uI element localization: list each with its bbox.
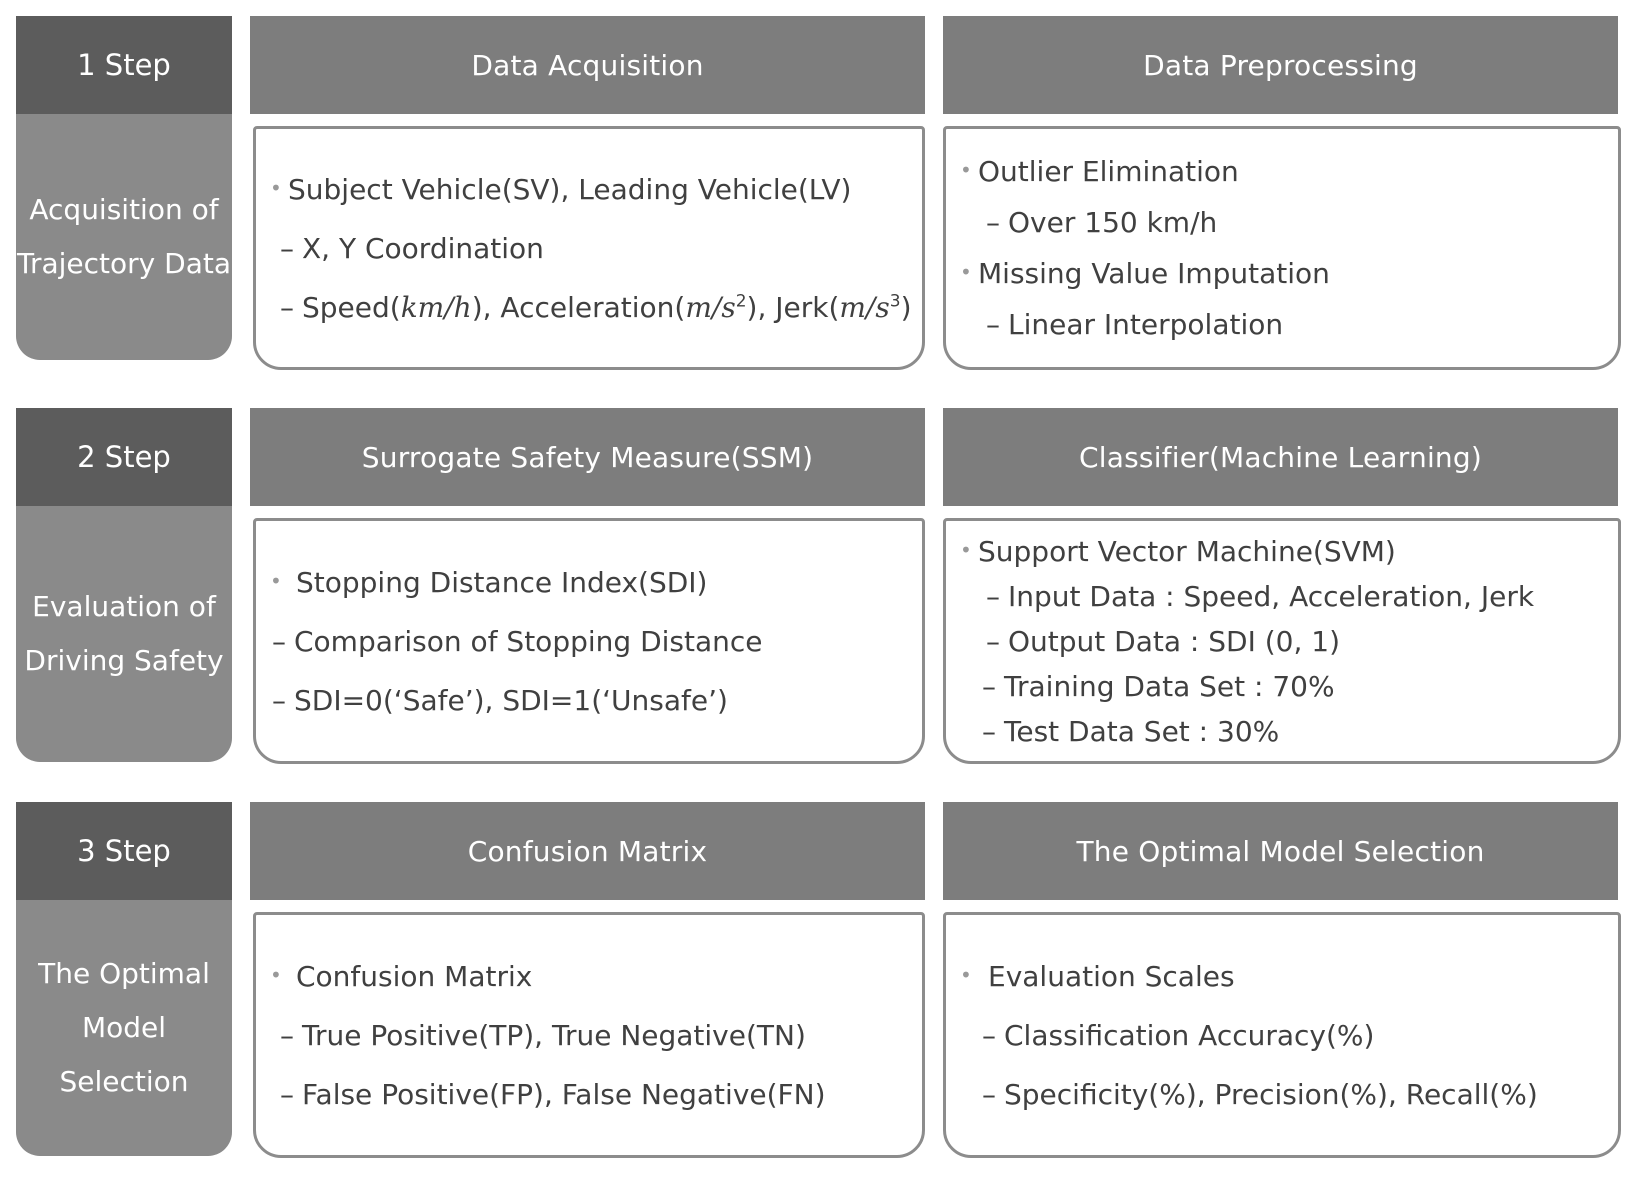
bullet-icon: • <box>960 537 972 562</box>
dash-icon: – <box>280 290 294 324</box>
dash-icon: – <box>986 308 1000 341</box>
dash-icon: – <box>982 714 996 748</box>
acceleration-unit: m/s <box>685 290 736 324</box>
step-2-description-line: Driving Safety <box>24 644 224 677</box>
bullet-text: Confusion Matrix <box>296 959 533 993</box>
sub-text: False Positive(FP), False Negative(FN) <box>302 1077 826 1111</box>
sub-item <box>960 206 1604 239</box>
dash-icon: – <box>986 624 1000 658</box>
sub-text: Comparison of Stopping Distance <box>294 624 763 658</box>
step-3-description <box>16 900 232 1156</box>
step-1-description <box>16 114 232 360</box>
sub-text: True Positive(TP), True Negative(TN) <box>302 1018 806 1052</box>
speed-unit: km/h <box>400 290 472 324</box>
bullet-item <box>270 173 908 206</box>
bullet-icon: • <box>270 568 282 593</box>
sub-item <box>960 1078 1604 1111</box>
confusion-matrix-box <box>253 912 925 1158</box>
step-1-description-line: Acquisition of <box>29 193 219 226</box>
bullet-item <box>960 155 1604 188</box>
sub-item <box>270 232 908 265</box>
acceleration-exponent: 2 <box>735 291 747 312</box>
sub-item <box>270 625 908 658</box>
sub-text: Over 150 km/h <box>1008 206 1218 239</box>
sub-item <box>960 625 1604 658</box>
dash-icon: – <box>280 1018 294 1052</box>
sub-item <box>960 308 1604 341</box>
sub-text: Classification Accuracy(%) <box>1004 1018 1375 1052</box>
sub-item <box>960 580 1604 613</box>
dash-icon: – <box>986 579 1000 613</box>
bullet-text: Missing Value Imputation <box>978 257 1330 290</box>
bullet-item <box>960 257 1604 290</box>
dash-icon: – <box>982 669 996 703</box>
sub-item <box>270 1019 908 1052</box>
step-2-description <box>16 506 232 762</box>
bullet-item <box>270 566 908 599</box>
bullet-text: Subject Vehicle(SV), Leading Vehicle(LV) <box>288 172 852 206</box>
step-2-description-line: Evaluation of <box>32 590 216 623</box>
sub-item <box>960 670 1604 703</box>
data-preprocessing-header: Data Preprocessing <box>943 16 1618 114</box>
bullet-icon: • <box>270 175 282 200</box>
step-2-label: 2 Step <box>16 408 232 506</box>
step-3-description-line: Selection <box>59 1065 189 1098</box>
sub-item <box>960 1019 1604 1052</box>
closing-paren: ) <box>900 290 912 324</box>
bullet-icon: • <box>960 962 972 987</box>
bullet-text: Outlier Elimination <box>978 155 1239 188</box>
sub-text: SDI=0(‘Safe’), SDI=1(‘Unsafe’) <box>294 683 728 717</box>
classifier-header: Classifier(Machine Learning) <box>943 408 1618 506</box>
dash-icon: – <box>982 1077 996 1111</box>
jerk-unit: m/s <box>839 290 890 324</box>
dash-icon: – <box>272 624 286 658</box>
sub-text: Training Data Set : 70% <box>1004 669 1335 703</box>
sub-text: Input Data : Speed, Acceleration, Jerk <box>1008 579 1535 613</box>
step-3-label: 3 Step <box>16 802 232 900</box>
acceleration-label: ), Acceleration( <box>471 290 686 324</box>
bullet-item <box>960 960 1604 993</box>
jerk-exponent: 3 <box>889 291 901 312</box>
bullet-icon: • <box>960 158 972 182</box>
sub-text: Specificity(%), Precision(%), Recall(%) <box>1004 1077 1538 1111</box>
data-preprocessing-box <box>943 126 1621 370</box>
data-acquisition-header: Data Acquisition <box>250 16 925 114</box>
step-3-description-line: The Optimal <box>38 957 210 990</box>
sub-text: Linear Interpolation <box>1008 308 1284 341</box>
ssm-box <box>253 518 925 764</box>
ssm-header: Surrogate Safety Measure(SSM) <box>250 408 925 506</box>
optimal-model-selection-box <box>943 912 1621 1158</box>
bullet-text: Support Vector Machine(SVM) <box>978 534 1396 568</box>
dash-icon: – <box>280 231 294 265</box>
confusion-matrix-header: Confusion Matrix <box>250 802 925 900</box>
sub-item <box>960 715 1604 748</box>
optimal-model-selection-header: The Optimal Model Selection <box>943 802 1618 900</box>
bullet-icon: • <box>270 962 282 987</box>
sub-text: X, Y Coordination <box>302 231 544 265</box>
classifier-box <box>943 518 1621 764</box>
sub-text: Output Data : SDI (0, 1) <box>1008 624 1341 658</box>
step-3-description-line: Model <box>81 1011 167 1044</box>
step-1-label: 1 Step <box>16 16 232 114</box>
bullet-item <box>960 535 1604 568</box>
sub-text: Test Data Set : 30% <box>1004 714 1280 748</box>
dash-icon: – <box>986 206 1000 239</box>
jerk-label: ), Jerk( <box>746 290 840 324</box>
dash-icon: – <box>280 1077 294 1111</box>
sub-item <box>270 684 908 717</box>
bullet-icon: • <box>960 260 972 284</box>
dash-icon: – <box>982 1018 996 1052</box>
speed-label: Speed( <box>302 290 401 324</box>
dash-icon: – <box>272 683 286 717</box>
data-acquisition-box <box>253 126 925 370</box>
bullet-text: Evaluation Scales <box>988 959 1235 993</box>
speed-acceleration-jerk-item <box>270 290 912 324</box>
bullet-item <box>270 960 908 993</box>
bullet-text: Stopping Distance Index(SDI) <box>296 565 708 599</box>
sub-item <box>270 1078 908 1111</box>
step-1-description-line: Trajectory Data <box>16 247 231 280</box>
